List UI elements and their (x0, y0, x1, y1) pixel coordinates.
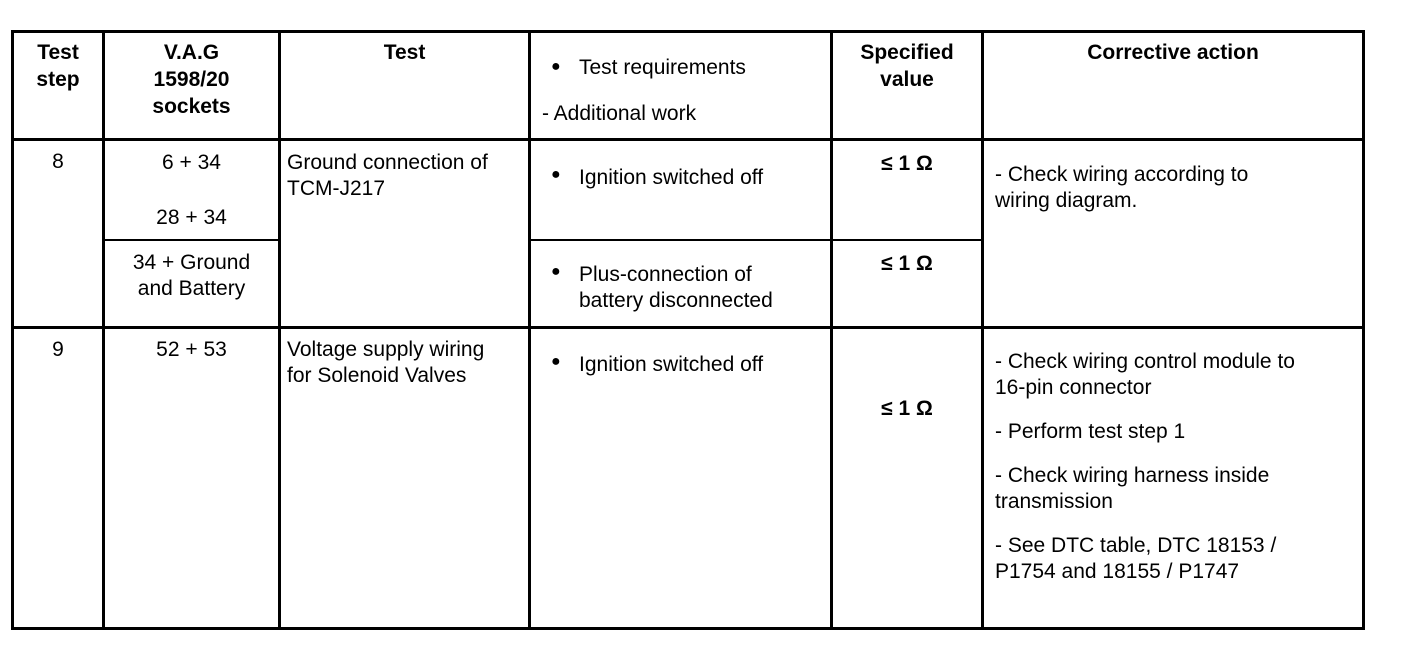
row8-requirement-a: Ignition switched off (579, 166, 764, 189)
header-test-step (14, 39, 102, 93)
row9-corrective-actions (995, 349, 1357, 603)
bullet-icon: ● (551, 58, 561, 75)
header-test-step-line: step (36, 68, 80, 91)
row9-test-line: Voltage supply wiring (287, 338, 485, 361)
header-test: Test (383, 41, 426, 64)
header-additional-work: - Additional work (542, 102, 697, 125)
row9-action-item (995, 349, 1357, 401)
row9-step: 9 (52, 338, 64, 361)
header-test-step-line: Test (37, 41, 79, 64)
row8-requirement-b-line: battery disconnected (579, 289, 773, 312)
row8-sockets-a2: 28 + 34 (156, 206, 227, 229)
border-left (11, 30, 14, 630)
row8-test (287, 150, 527, 202)
row9-action-line: - Check wiring harness inside (995, 464, 1270, 487)
test-table (11, 30, 1365, 630)
header-sockets-line: V.A.G (163, 41, 220, 64)
sub-divider-requirements (529, 239, 983, 241)
row9-action-item (995, 533, 1357, 585)
col-divider (102, 30, 105, 630)
header-sockets-line: 1598/20 (153, 68, 230, 91)
row9-test (287, 337, 527, 389)
row8-sockets-b (105, 250, 278, 302)
row8-sockets-b-line: 34 + Ground (132, 251, 251, 274)
row8-action-line: wiring diagram. (995, 189, 1138, 212)
row9-sockets: 52 + 53 (156, 338, 227, 361)
row8-corrective-action (995, 162, 1355, 214)
row-divider (11, 138, 1365, 141)
header-sockets (105, 39, 278, 120)
row-divider (11, 326, 1365, 329)
col-divider (528, 30, 531, 630)
row9-action-line: transmission (995, 490, 1113, 513)
row8-test-line: TCM-J217 (287, 177, 386, 200)
row9-action-line: 16-pin connector (995, 376, 1152, 399)
row8-requirement-b-line: Plus-connection of (579, 263, 752, 286)
row9-action-line: P1754 and 18155 / P1747 (995, 560, 1240, 583)
row9-action-line: - Perform test step 1 (995, 420, 1186, 443)
border-top (11, 30, 1365, 33)
header-test-requirements: Test requirements (579, 56, 746, 79)
row8-requirement-b (579, 262, 773, 314)
row8-value-a: ≤ 1 Ω (881, 152, 933, 175)
header-sockets-line: sockets (152, 95, 231, 118)
row9-action-line: - Check wiring control module to (995, 350, 1295, 373)
row9-action-line: - See DTC table, DTC 18153 / (995, 534, 1277, 557)
row8-sockets-b-line: and Battery (137, 277, 246, 300)
col-divider (830, 30, 833, 630)
border-right (1362, 30, 1365, 630)
header-specified-value (833, 39, 981, 93)
bullet-icon: ● (551, 166, 561, 183)
row9-test-line: for Solenoid Valves (287, 364, 467, 387)
header-corrective-action: Corrective action (1087, 41, 1259, 64)
bullet-icon: ● (551, 263, 561, 280)
row9-action-item (995, 419, 1357, 445)
col-divider (981, 30, 984, 630)
bullet-icon: ● (551, 353, 561, 370)
row9-value: ≤ 1 Ω (881, 397, 933, 420)
sub-divider-sockets (103, 239, 279, 241)
header-specified-line: value (880, 68, 934, 91)
col-divider (278, 30, 281, 630)
row9-requirement: Ignition switched off (579, 353, 764, 376)
header-specified-line: Specified (860, 41, 954, 64)
row8-value-b: ≤ 1 Ω (881, 252, 933, 275)
row9-action-item (995, 463, 1357, 515)
row8-action-line: - Check wiring according to (995, 163, 1249, 186)
row8-sockets-a1: 6 + 34 (162, 151, 221, 174)
border-bottom (11, 627, 1365, 630)
row8-step: 8 (52, 150, 64, 173)
row8-test-line: Ground connection of (287, 151, 488, 174)
